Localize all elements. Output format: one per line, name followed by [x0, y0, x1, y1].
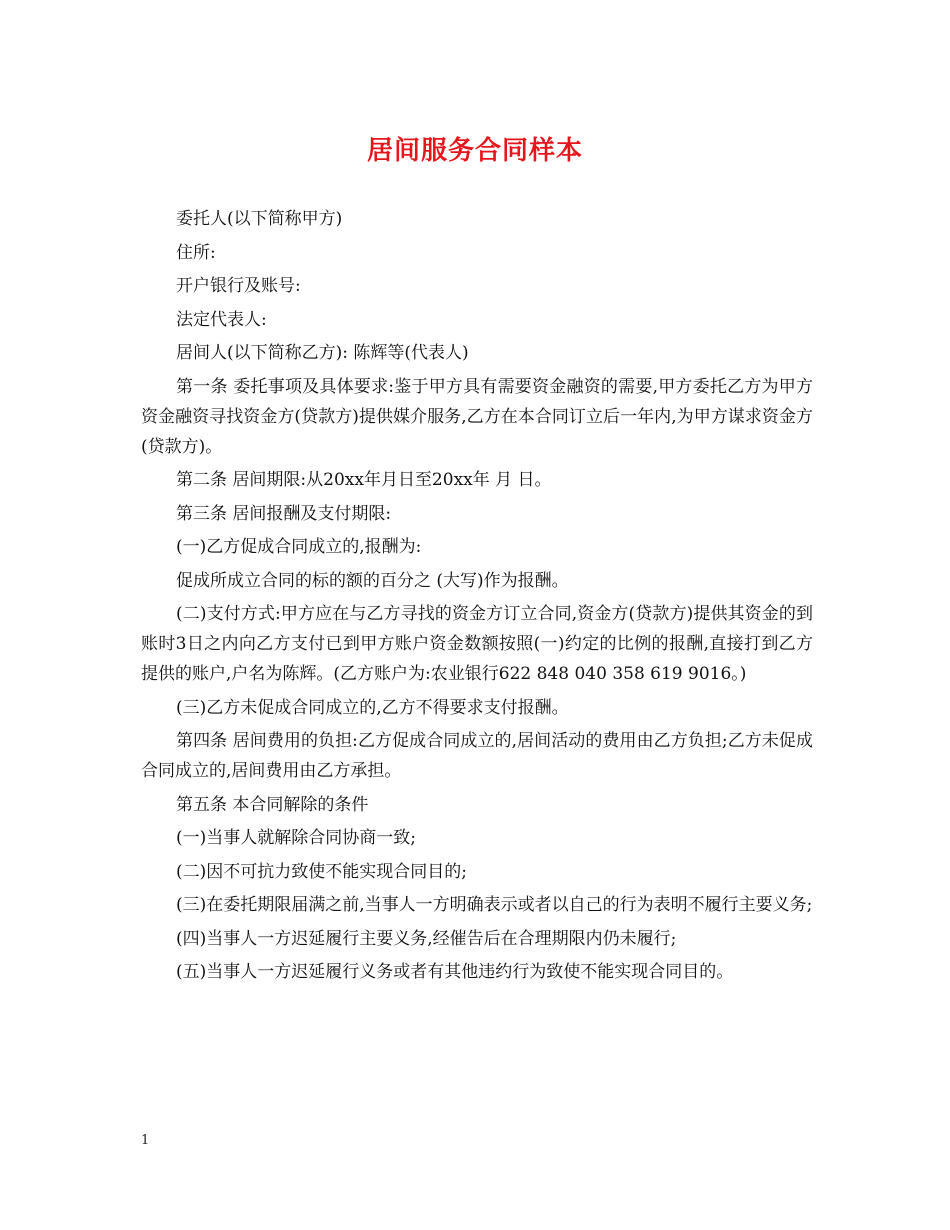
document-body: [141, 204, 813, 991]
article-5-item-3: (三)在委托期限届满之前,当事人一方明确表示或者以自己的行为表明不履行主要义务;: [176, 895, 813, 915]
article-3-item-1-detail: 促成所成立合同的标的额的百分之 (大写)作为报酬。: [176, 570, 569, 591]
article-5-item-4: (四)当事人一方迟延履行主要义务,经催告后在合理期限内仍未履行;: [176, 928, 677, 949]
article-3-item-1: (一)乙方促成合同成立的,报酬为:: [176, 537, 422, 557]
article-2: 第二条 居间期限:从20xx年月日至20xx年 月 日。: [176, 470, 552, 490]
article-3-item-2: (二)支付方式:甲方应在与乙方寻找的资金方订立合同,资金方(贷款方)提供其资金的到账时3日之内向乙方支付已到甲方账户资金数额按照(一)约定的比例的报酬,直接打到乙方提供的账户,户名为陈辉。(乙方账户为:农业银行622 848 040 358 619 9016。): [141, 604, 813, 684]
party-a-address: 住所:: [176, 242, 216, 263]
party-a-heading: 委托人(以下简称甲方): [176, 209, 343, 229]
party-a-bank-account: 开户银行及账号:: [176, 276, 301, 296]
article-4: 第四条 居间费用的负担:乙方促成合同成立的,居间活动的费用由乙方负担;乙方未促成合同成立的,居间费用由乙方承担。: [141, 731, 813, 781]
article-1: 第一条 委托事项及具体要求:鉴于甲方具有需要资金融资的需要,甲方委托乙方为甲方资金融资寻找资金方(贷款方)提供媒介服务,乙方在本合同订立后一年内,为甲方谋求资金方(贷款方)。: [141, 376, 813, 457]
article-5-item-5: (五)当事人一方迟延履行义务或者有其他违约行为致使不能实现合同目的。: [176, 962, 734, 982]
document-title: 居间服务合同样本: [366, 136, 583, 166]
page-number: 1: [141, 1133, 150, 1148]
article-5-item-1: (一)当事人就解除合同协商一致;: [176, 828, 416, 848]
article-5-item-2: (二)因不可抗力致使不能实现合同目的;: [176, 861, 467, 882]
article-3-heading: 第三条 居间报酬及支付期限:: [176, 503, 392, 524]
article-5-heading: 第五条 本合同解除的条件: [176, 794, 369, 815]
article-3-item-3: (三)乙方未促成合同成立的,乙方不得要求支付报酬。: [176, 697, 569, 718]
party-b-heading: 居间人(以下简称乙方): 陈辉等(代表人): [176, 343, 469, 363]
party-a-legal-representative: 法定代表人:: [176, 309, 267, 330]
